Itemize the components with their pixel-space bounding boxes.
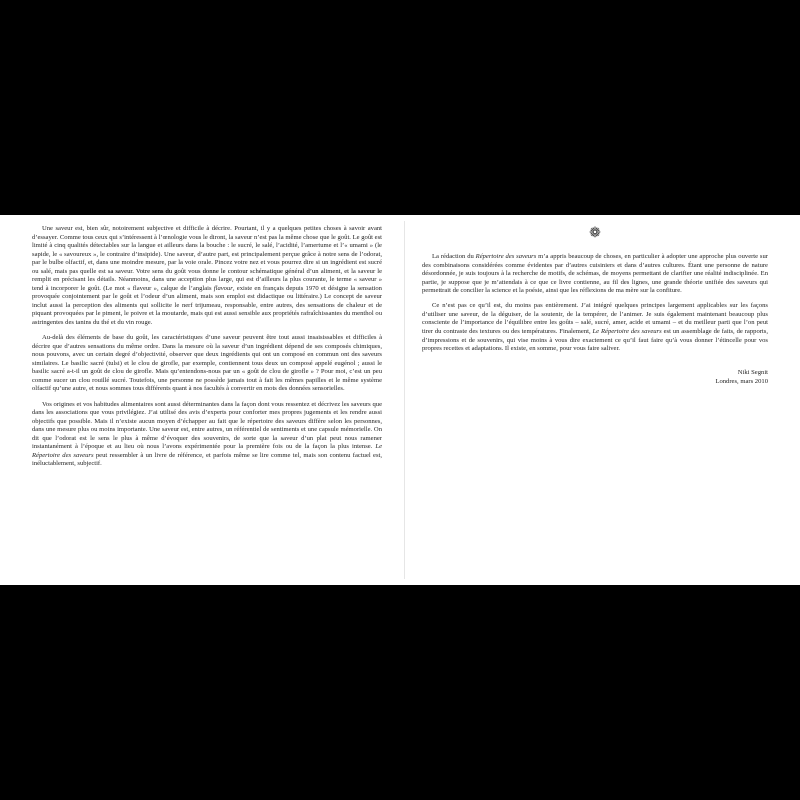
left-paragraph-2: Au-delà des éléments de base du goût, les caractéristiques d’une saveur peuvent être tout aussi insaisissables et difficiles à décrire que d’autres sensations du même ordre. Dans la mesure où la saveur d’un ingrédient dépend de ses composés chimiques, nous pouvons, avec un certain degré d’objectivité, observer que deux ingrédients qui ont un composé en commun ont des saveurs similaires. Le basilic sacré (tulsi) et le clou de girofle, par exemple, contiennent tous deux un composé appelé eugénol ; aussi le basilic sacré a-t-il un goût de clou de girofle. Mais qu’entendons-nous par un « goût de clou de girofle » ? Pour moi, c’est un peu comme sucer un clou rouillé sucré. Toutefois, une personne ne possède jamais tout à fait les mêmes papilles et le même système olfactif qu’une autre, et nous sommes tous différents quant à nos facultés à convertir en mots des données sensorielles. — [32, 334, 382, 393]
book-title: Le Répertoire des saveurs — [32, 443, 382, 459]
right-page — [422, 225, 768, 386]
left-page — [32, 225, 382, 476]
flavour-word: flavour — [213, 284, 233, 292]
right-paragraph-1: La rédaction du Répertoire des saveurs m’a appris beaucoup de choses, en particulier à adopter une approche plus ouverte sur des combinaisons considérées comme évidentes par d’autres cuisiniers et dans d’autres cultures. Étant une personne de nature désordonnée, je suis toujours à la recherche de motifs, de schémas, de moyens permettant de clarifier une réalité indisciplinée. En partie, je suppose que je m’attendais à ce que ce livre contienne, au fil des lignes, une grande théorie unifiée des saveurs qui permettrait de concilier la science et la poésie, ainsi que les réflexions de ma mère sur la confiture. — [422, 253, 768, 295]
book-title: Le Répertoire des saveurs — [592, 327, 662, 335]
book-title: Répertoire des saveurs — [475, 253, 537, 260]
right-paragraph-2: Ce n’est pas ce qu’il est, du moins pas entièrement. J’ai intégré quelques principes largement applicables sur les façons d’utiliser une saveur, de la déguiser, de la soutenir, de la tempérer, de l’animer. Je suis également maintenant beaucoup plus consciente de l’importance de l’équilibre entre les goûts – salé, sucré, amer, acide et umami – et du meilleur parti que l’on peut tirer du contraste des textures ou des températures. Finalement, Le Répertoire des saveurs est un assemblage de faits, de rapports, d’impressions et de souvenirs, qui vise moins à vous dire exactement ce qu’il faut faire qu’à vous donner l’étincelle pour vos propres recettes et adaptations. Il existe, en somme, pour vous faire saliver. — [422, 302, 768, 353]
left-paragraph-3: Vos origines et vos habitudes alimentaires sont aussi déterminantes dans la façon dont vous ressentez et décrivez les saveurs que dans les associations que vous privilégiez. J’ai utilisé des avis d’experts pour conforter mes propres jugements et les rendre aussi objectifs que possible. Mais il n’existe aucun moyen d’échapper au fait que le répertoire des saveurs diffère selon les personnes, dans une mesure plus ou moins importante. Une saveur est, entre autres, un référentiel de sentiments et une capsule mémorielle. On dit que l’odorat est le sens le plus à même d’évoquer des souvenirs, de sorte que la saveur d’un plat peut nous ramener instantanément à l’époque et au lieu où nous l’avons expérimentée pour la première fois ou de la façon la plus intense. Le Répertoire des saveurs peut ressembler à un livre de référence, et parfois même se lire comme tel, mais son contenu factuel est, inéluctablement, subjectif. — [32, 400, 382, 468]
book-spread — [0, 215, 800, 585]
flower-ornament-icon: ❁ — [589, 226, 601, 241]
author-signature: Niki Segnit — [737, 368, 768, 376]
left-paragraph-1: Une saveur est, bien sûr, notoirement subjective et difficile à décrire. Pourtant, il y a quelques petites choses à savoir avant d’essayer. Comme tous ceux qui s’intéressent à l’œnologie vous le diront, la saveur n’est pas la même chose que le goût. Le goût est limité à cinq qualités détectables sur la langue et ailleurs dans la bouche : le sucré, le salé, l’acidité, l’amertume et l’« umami » (le sapide, le « savoureux », le contraire d’insipide). Une saveur, d’autre part, est principalement perçue grâce à notre sens de l’odorat, par le bulbe olfactif, et, dans une moindre mesure, par la voie orale. Pincez votre nez et vous pourrez dire si un ingrédient est sucré ou salé, mais pas quelle est sa saveur. Votre sens du goût vous donne le contour schématique général d’un aliment, et la saveur le remplit en précisant les détails. Néanmoins, dans une acception plus large, qui est d’ailleurs la plus courante, le terme « saveur » tend à incorporer le goût. (Le mot « flaveur », calque de l’anglais flavour, existe en français depuis 1970 et désigne la sensation provoquée conjointement par le goût et l’odeur d’un aliment, mais son emploi est didactique ou littéraire.) Le concept de saveur inclut aussi la perception des aliments qui sollicite le nerf trijumeau, responsable, entre autres, des sensations de chaleur et de piquant provoquées par le piment, le poivre et la moutarde, mais qui est aussi sensible aux propriétés rafraîchissantes du menthol ou astringentes des tanins du thé et du vin rouge. — [32, 225, 382, 327]
page-gutter — [404, 221, 405, 579]
signature-place-date: Londres, mars 2010 — [715, 377, 768, 385]
